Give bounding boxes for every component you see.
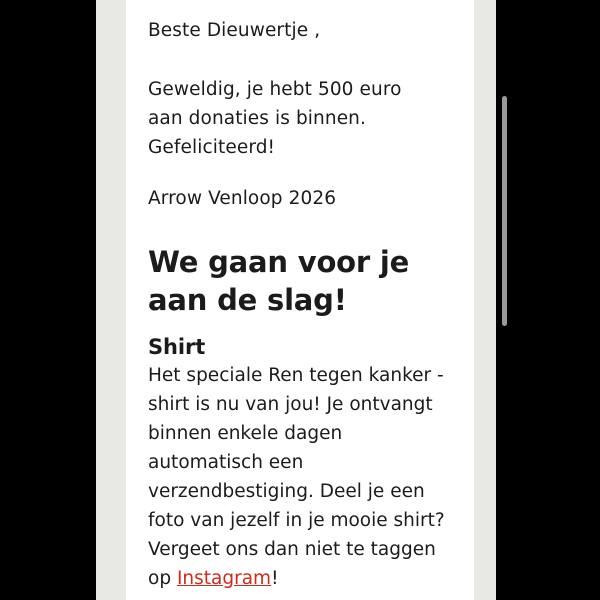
- spacer: [148, 162, 458, 184]
- email-content: [148, 0, 458, 600]
- body-text-after-link: !: [271, 568, 279, 589]
- spacer: [148, 45, 458, 75]
- intro-line-3: Gefeliciteerd!: [148, 137, 276, 158]
- body-paragraph: [148, 361, 458, 593]
- body-text-before-link: Het speciale Ren tegen kanker - shirt is nu van jou! Je ontvangt binnen enkele dagen automatisch een verzendbestiging. Deel je een foto van jezelf in je mooie shirt? Vergeet ons dan niet te taggen op: [148, 365, 445, 589]
- spacer: [148, 319, 458, 333]
- intro-line-2: aan donaties is binnen.: [148, 108, 366, 129]
- greeting-text: Beste Dieuwertje ,: [148, 20, 321, 41]
- spacer: [148, 213, 458, 243]
- scrollbar-thumb[interactable]: [502, 96, 507, 326]
- instagram-link[interactable]: Instagram: [176, 568, 272, 589]
- signature-text: Arrow Venloop 2026: [148, 188, 337, 209]
- intro-line-1: Geweldig, je hebt 500 euro: [148, 79, 402, 100]
- section-heading: We gaan voor je aan de slag!: [148, 245, 410, 317]
- section-subheading: Shirt: [148, 335, 206, 359]
